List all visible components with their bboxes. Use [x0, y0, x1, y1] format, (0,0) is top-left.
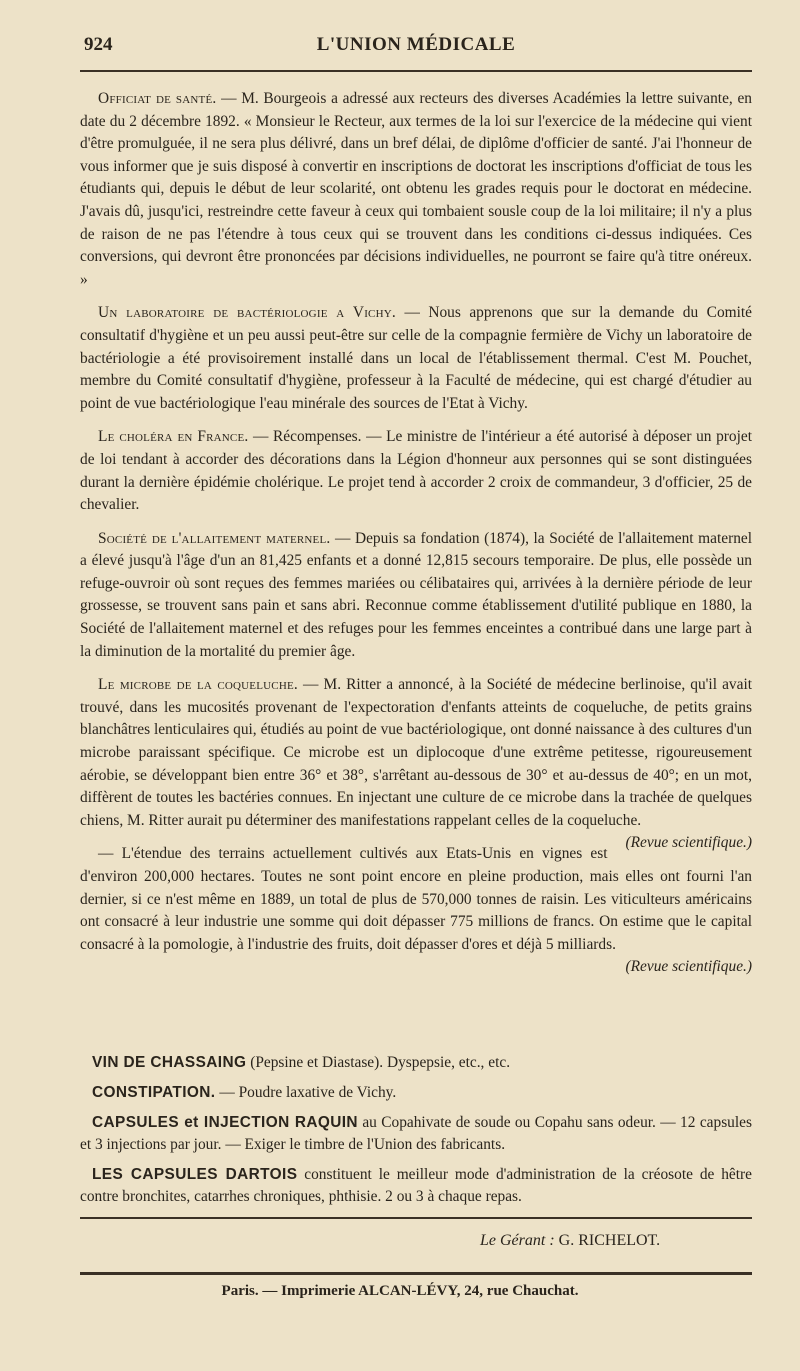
ad-item	[80, 1112, 752, 1156]
article-title: Officiat de santé.	[98, 90, 217, 107]
article-text: — Nous apprenons que sur la demande du Comité consultatif d'hygiène et un peu aussi peut-être sur celle de la compagnie fermière de Vichy un laboratoire de bactériologie a été provisoirement installé dans un local de l'établissement thermal. C'est M. Pouchet, membre du Comité consultatif d'hygiène, professeur à la Faculté de médecine, qui est chargé d'étudier au point de vue bactériologique l'eau minérale des sources de l'Etat à Vichy.	[80, 304, 752, 412]
printer-imprint: Paris. — Imprimerie ALCAN-LÉVY, 24, rue Chauchat.	[221, 1283, 579, 1299]
article-text: — M. Bourgeois a adressé aux recteurs des diverses Académies la lettre suivante, en date du 2 décembre 1892. « Monsieur le Recteur, aux termes de la loi sur l'exercice de la médecine qui vient d'être promulguée, il ne sera plus délivré, dans un bref délai, de diplôme d'officier de santé. J'ai l'honneur de vous informer que je suis disposé à convertir en inscriptions de doctorat les inscriptions d'officiat de tous les étudiants qui, depuis le début de leur scolarité, ont obtenu les grades requis pour le doctorat en médecine. J'avais dû, jusqu'ici, restreindre cette faveur à ceux qui tombaient sousle coup de la loi militaire; il n'y a plus de raison de ne pas l'étendre à tous ceux qui se trouvent dans les conditions ci-dessus indiquées. Ces conversions, qui devront être prononcées par décisions individuelles, ne pourront se faire qu'à titre onéreux. »	[80, 90, 752, 288]
article-allaitement	[80, 528, 752, 664]
article-title: Société de l'allaitement maternel.	[98, 529, 331, 547]
ad-item	[80, 1164, 752, 1208]
gerant-name: G. RICHELOT.	[558, 1232, 661, 1249]
article-text: — Récompenses. — Le ministre de l'intérieur a été autorisé à déposer un projet de loi tendant à accorder des décorations dans la Légion d'honneur aux personnes qui se sont distinguées durant la dernière épidémie cholérique. Le projet tend à accorder 2 croix de commandeur, 3 d'officier, 25 de chevalier.	[80, 428, 752, 514]
article-officiat	[80, 88, 752, 291]
header-rule	[80, 70, 752, 72]
ad-text: — Poudre laxative de Vichy.	[215, 1084, 397, 1101]
article-text: — L'étendue des terrains actuellement cultivés aux Etats-Unis en vignes est d'environ 200,000 hectares. Toutes ne sont point encore en pleine production, mais elles ont fourni l'an dernier, si ce n'est même en 1889, un total de plus de 570,000 tonnes de raisin. Les viticulteurs américains ont consacré à leur industrie une somme qui doit dépasser 775 millions de francs. On estime que le capital consacré à la pomologie, à l'industrie des fruits, doit dépasser d'ores et déjà 5 milliards.	[80, 845, 752, 953]
article-title: Le choléra en France.	[98, 428, 249, 446]
ad-lead: CONSTIPATION.	[92, 1084, 216, 1101]
imprint-rule	[80, 1272, 752, 1275]
article-cholera	[80, 426, 752, 516]
article-vignes	[80, 843, 752, 976]
article-text: — Depuis sa fondation (1874), la Société de l'allaitement maternel a élevé jusqu'à l'âge d'un an 81,425 enfants et a donné 12,815 secours temporaire. De plus, elle possède un refuge-ouvroir où sont reçues des femmes mariées ou célibataires qui, arrivées à la dernière période de leur grossesse, se trouvent sans pain et sans abri. Reconnue comme établissement d'utilité publique en 1880, la Société de l'allaitement maternel et des refuges pour les femmes enceintes a contribué dans une large part à la diminution de la mortalité du premier âge.	[80, 529, 752, 660]
article-coqueluche	[80, 674, 752, 852]
article-source: (Revue scientifique.)	[625, 958, 752, 976]
page-number: 924	[84, 34, 113, 55]
footer-rule	[80, 1217, 752, 1219]
ad-item	[80, 1052, 752, 1074]
ad-item	[80, 1082, 752, 1104]
running-header	[80, 34, 752, 64]
ad-text: au Copahivate de soude ou Copahu sans odeur. — 12 capsules et 3 injections par jour. — Exiger le timbre de l'Union des fabricants.	[80, 1114, 752, 1153]
article-text: — M. Ritter a annoncé, à la Société de médecine berlinoise, qu'il avait trouvé, dans les mucosités provenant de l'expectoration d'enfants atteints de coqueluche, de petits grains blanchâtres lenticulaires qui, étudiés au point de vue bactériologique, ont donné naissance à des cultures d'un microbe paraissant spécifique. Ce microbe est un diplocoque d'une extrême petitesse, rigoureusement aérobie, se développant bien entre 36° et 38°, s'arrêtant au-dessous de 30° et au-dessus de 40°; en un mot, diffèrent de toutes les bactéries connues. En injectant une culture de ce microbe dans la trachée de quelques chiens, M. Ritter aurait pu déterminer des manifestations rappelant celles de la coqueluche.	[80, 676, 752, 829]
gerant-signature	[480, 1232, 660, 1250]
ad-lead: LES CAPSULES DARTOIS	[92, 1166, 298, 1183]
ad-lead: VIN DE CHASSAING	[92, 1054, 247, 1071]
article-vichy-lab	[80, 302, 752, 415]
ad-text: constituent le meilleur mode d'administration de la créosote de hêtre contre bronchites, catarrhes chroniques, phthisie. 2 ou 3 à chaque repas.	[80, 1166, 752, 1205]
advertisements	[80, 1052, 752, 1216]
running-title: L'UNION MÉDICALE	[316, 34, 516, 55]
article-title: Un laboratoire de bactériologie a Vichy.	[98, 304, 396, 322]
article-column	[80, 88, 752, 979]
ad-text: (Pepsine et Diastase). Dyspepsie, etc., etc.	[246, 1054, 511, 1071]
ad-lead: CAPSULES et INJECTION RAQUIN	[92, 1114, 358, 1131]
article-source: (Revue scientifique.)	[625, 834, 752, 852]
gerant-label: Le Gérant :	[480, 1232, 555, 1249]
article-title: Le microbe de la coqueluche.	[98, 676, 298, 694]
